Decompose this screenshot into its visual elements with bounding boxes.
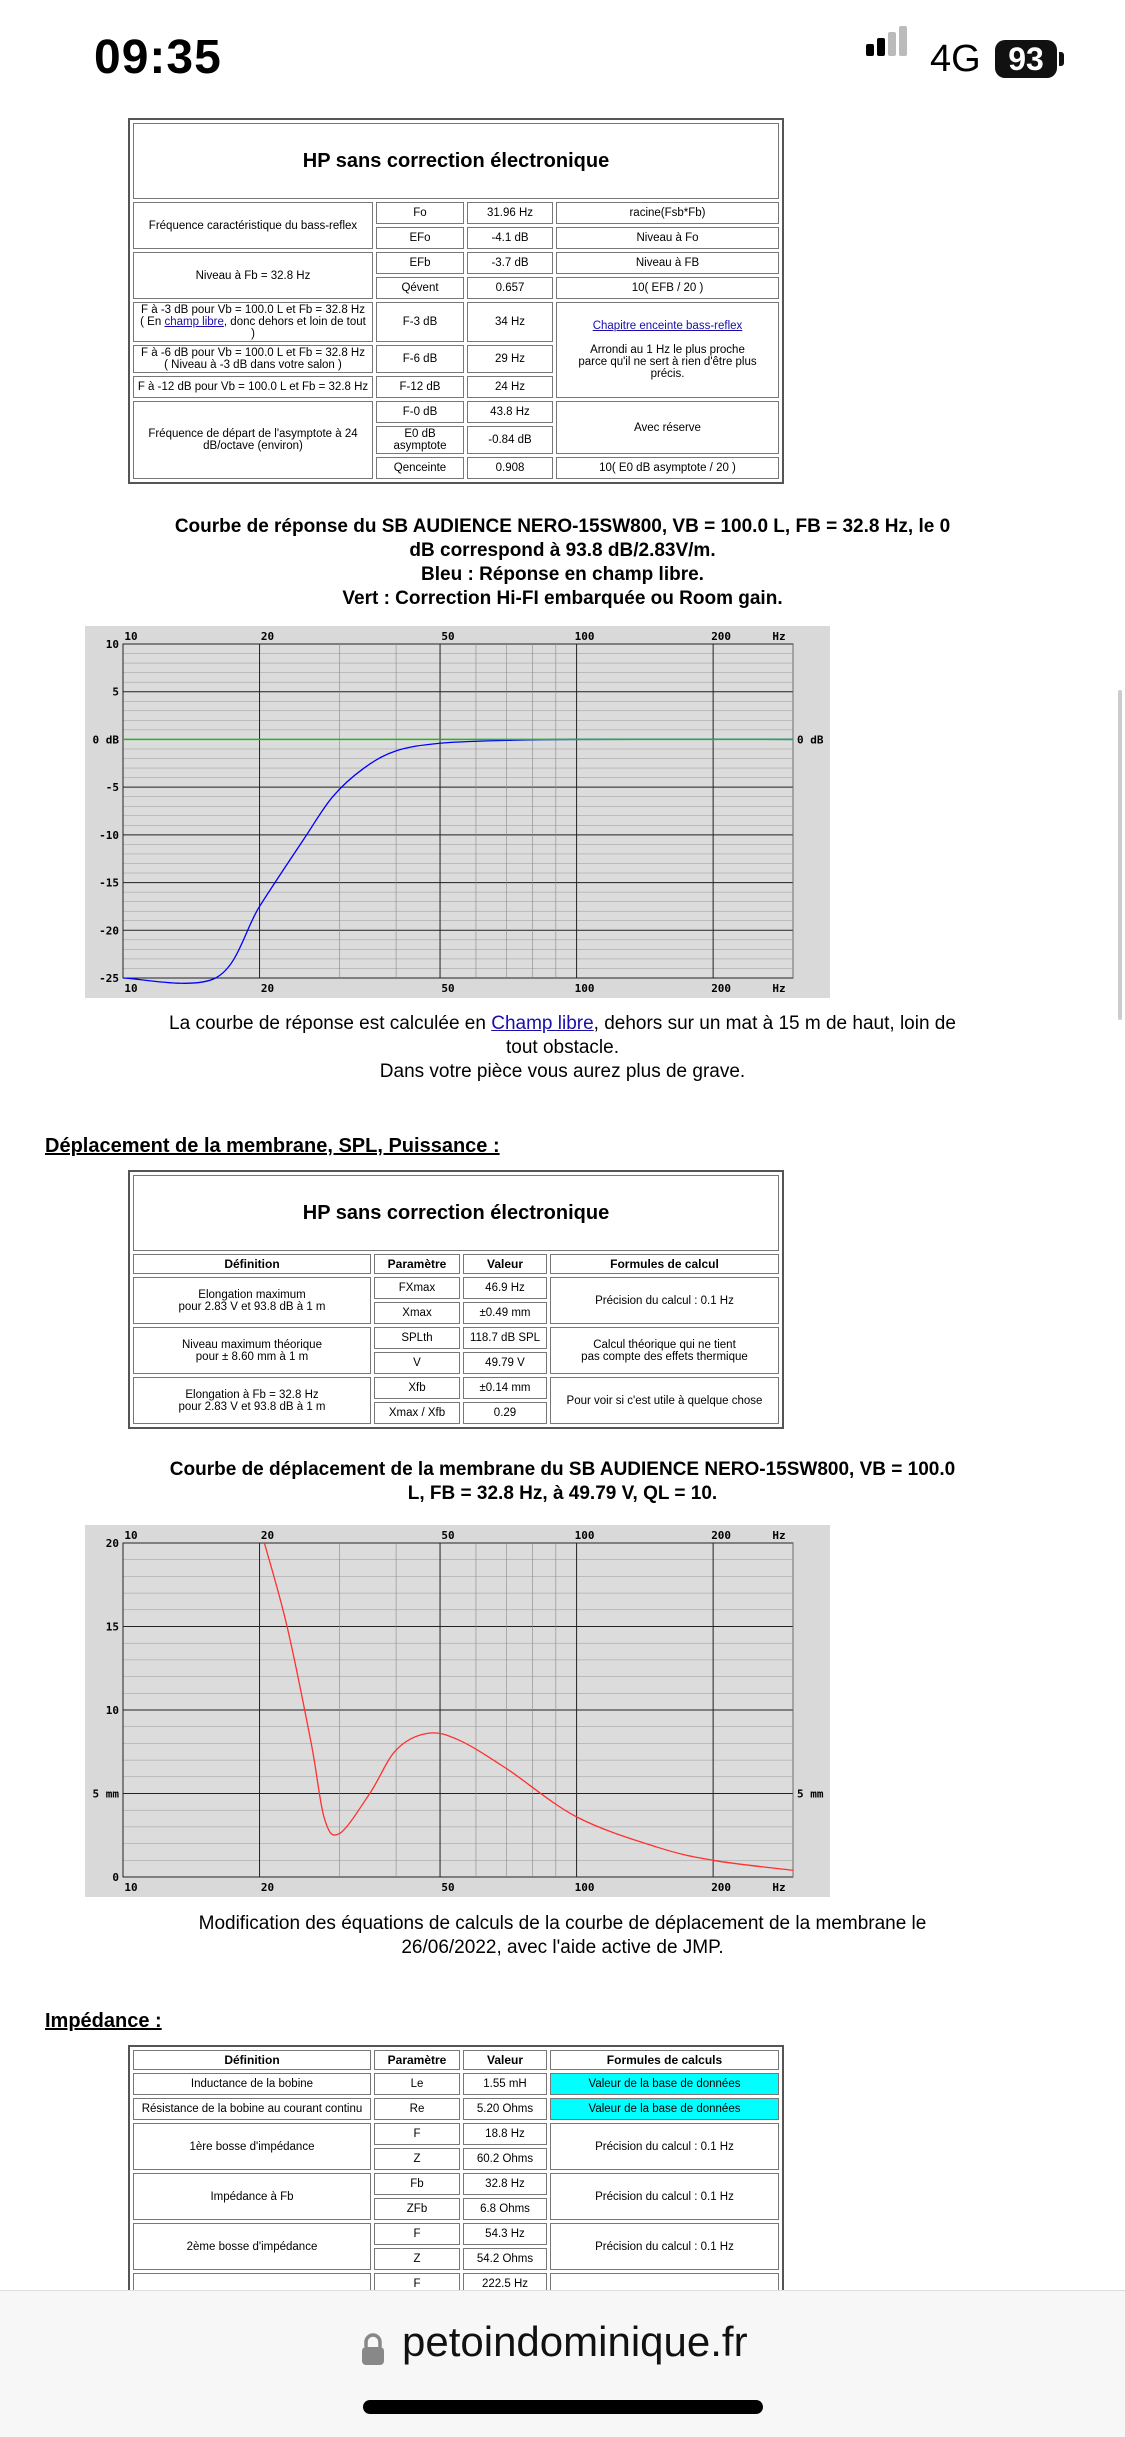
champ-libre-link[interactable]: champ libre bbox=[164, 316, 224, 328]
f12-value: 24 Hz bbox=[467, 376, 553, 398]
excursion-curve-chart bbox=[85, 1525, 830, 1897]
x-tick-label-top: 100 bbox=[574, 1529, 595, 1542]
v-value: 49.79 V bbox=[463, 1352, 547, 1374]
fo-value: 31.96 Hz bbox=[467, 202, 553, 224]
curve2-title bbox=[40, 1458, 1085, 1506]
elfb-label: Elongation à Fb = 32.8 Hz pour 2.83 V et 93.8 dB à 1 m bbox=[133, 1377, 371, 1424]
battery-icon: 93 bbox=[995, 40, 1057, 78]
ifb-label: Impédance à Fb bbox=[133, 2173, 371, 2220]
min-f-value: 222.5 Hz bbox=[463, 2273, 547, 2295]
qevent-param: Qévent bbox=[376, 277, 464, 299]
curve1-caption bbox=[40, 1012, 1085, 1084]
champ-libre-caption-link[interactable]: Champ libre bbox=[491, 1013, 594, 1034]
xfb-value: ±0.14 mm bbox=[463, 1377, 547, 1399]
section-membrane-heading: Déplacement de la membrane, SPL, Puissance : bbox=[45, 1135, 500, 1157]
x-tick-label-bottom: Hz bbox=[772, 982, 786, 995]
network-type: 4G bbox=[930, 38, 981, 80]
y-tick-label: 10 bbox=[105, 638, 119, 651]
efb-value: -3.7 dB bbox=[467, 252, 553, 274]
calc-formula: Calcul théorique qui ne tient pas compte des effets thermique bbox=[550, 1327, 779, 1374]
x-tick-label-top: Hz bbox=[772, 1529, 786, 1542]
excursion-curve-svg bbox=[85, 1525, 830, 1897]
home-indicator[interactable] bbox=[363, 2400, 763, 2414]
x-tick-label-bottom: 10 bbox=[124, 982, 138, 995]
t3-header-param: Paramètre bbox=[374, 2050, 460, 2070]
ratio-value: 0.29 bbox=[463, 1402, 547, 1424]
table-title: HP sans correction électronique bbox=[133, 123, 779, 199]
x-tick-label-top: 200 bbox=[711, 630, 732, 643]
curve2-caption-a: Modification des équations de calculs de la courbe de déplacement de la membrane le bbox=[198, 1913, 927, 1934]
x-tick-label-top: 50 bbox=[441, 630, 455, 643]
f6-value: 29 Hz bbox=[467, 345, 553, 373]
fo-param: Fo bbox=[376, 202, 464, 224]
f6-label-b: ( Niveau à -3 dB dans votre salon ) bbox=[164, 359, 342, 371]
x-tick-label-top: Hz bbox=[772, 630, 786, 643]
f6-formula-a: Arrondi au 1 Hz le plus proche bbox=[590, 344, 745, 356]
y-tick-label: 20 bbox=[105, 1537, 119, 1550]
curve1-title-l3: Bleu : Réponse en champ libre. bbox=[421, 564, 704, 585]
t2-header-def: Définition bbox=[133, 1254, 371, 1274]
impedance-table bbox=[128, 2045, 784, 2325]
membrane-table bbox=[128, 1170, 784, 1429]
f12-param: F-12 dB bbox=[376, 376, 464, 398]
t2-header-val: Valeur bbox=[463, 1254, 547, 1274]
le-label: Inductance de la bobine bbox=[133, 2073, 371, 2095]
x-tick-label-top: 100 bbox=[574, 630, 595, 643]
fxmax-param: FXmax bbox=[374, 1277, 460, 1299]
fc-label: Fréquence caractéristique du bass-reflex bbox=[133, 202, 373, 249]
plot-area bbox=[123, 644, 793, 978]
e0-value: -0.84 dB bbox=[467, 426, 553, 454]
f3-label-b2: , donc dehors et loin de tout ) bbox=[223, 316, 366, 340]
f3-label bbox=[133, 302, 373, 342]
re-label: Résistance de la bobine au courant continu bbox=[133, 2098, 371, 2120]
x-tick-label-bottom: 50 bbox=[441, 982, 455, 995]
x-tick-label-bottom: 200 bbox=[711, 982, 732, 995]
f0-param: F-0 dB bbox=[376, 401, 464, 423]
x-tick-label-bottom: 10 bbox=[124, 1881, 138, 1894]
y-tick-label: 0 bbox=[112, 1871, 119, 1884]
x-tick-label-top: 50 bbox=[441, 1529, 455, 1542]
b1-f-param: F bbox=[374, 2123, 460, 2145]
f12-label: F à -12 dB pour Vb = 100.0 L et Fb = 32.8 Hz bbox=[133, 376, 373, 398]
elong-label: Elongation maximum pour 2.83 V et 93.8 dB à 1 m bbox=[133, 1277, 371, 1324]
x-tick-label-top: 10 bbox=[124, 630, 138, 643]
x-tick-label-top: 20 bbox=[260, 1529, 275, 1542]
t3-header-formula: Formules de calculs bbox=[550, 2050, 779, 2070]
f3-label-b1: ( En bbox=[140, 316, 165, 328]
le-value: 1.55 mH bbox=[463, 2073, 547, 2095]
niv-label: Niveau à Fb = 32.8 Hz bbox=[133, 252, 373, 299]
caption-d: Dans votre pièce vous aurez plus de grave. bbox=[379, 1061, 746, 1082]
ifb-f-value: 32.8 Hz bbox=[463, 2173, 547, 2195]
x-tick-label-bottom: 100 bbox=[574, 1881, 595, 1894]
address-bar-url[interactable]: petoindominique.fr bbox=[402, 2318, 748, 2365]
qevent-value: 0.657 bbox=[467, 277, 553, 299]
y-tick-label: 10 bbox=[105, 1704, 119, 1717]
f3-formula-cell bbox=[556, 302, 779, 398]
spl-param: SPLth bbox=[374, 1327, 460, 1349]
efo-param: EFo bbox=[376, 227, 464, 249]
scrollbar[interactable] bbox=[1118, 690, 1122, 1020]
qevent-formula: 10( EFB / 20 ) bbox=[556, 277, 779, 299]
b2-f-param: F bbox=[374, 2223, 460, 2245]
curve1-title bbox=[40, 515, 1085, 611]
b2-formula: Précision du calcul : 0.1 Hz bbox=[550, 2223, 779, 2270]
y-tick-label: -10 bbox=[99, 828, 119, 842]
t2-header-formula: Formules de calcul bbox=[550, 1254, 779, 1274]
y-right-label: 0 dB bbox=[797, 733, 824, 747]
x-tick-label-bottom: 100 bbox=[574, 982, 595, 995]
section-impedance-heading: Impédance : bbox=[45, 2010, 162, 2032]
t2-header-param: Paramètre bbox=[374, 1254, 460, 1274]
x-tick-label-bottom: Hz bbox=[772, 1881, 786, 1894]
t3-header-val: Valeur bbox=[463, 2050, 547, 2070]
f3-value: 34 Hz bbox=[467, 302, 553, 342]
curve2-caption-b: 26/06/2022, avec l'aide active de JMP. bbox=[401, 1937, 724, 1958]
qenc-value: 0.908 bbox=[467, 457, 553, 479]
b1-label: 1ère bosse d'impédance bbox=[133, 2123, 371, 2170]
min-f-param: F bbox=[374, 2273, 460, 2295]
b1-z-param: Z bbox=[374, 2148, 460, 2170]
fo-formula: racine(Fsb*Fb) bbox=[556, 202, 779, 224]
qenc-formula: 10( E0 dB asymptote / 20 ) bbox=[556, 457, 779, 479]
v-param: V bbox=[374, 1352, 460, 1374]
f3-param: F-3 dB bbox=[376, 302, 464, 342]
x-tick-label-bottom: 20 bbox=[260, 1881, 275, 1894]
b1-f-value: 18.8 Hz bbox=[463, 2123, 547, 2145]
efo-value: -4.1 dB bbox=[467, 227, 553, 249]
f6-param: F-6 dB bbox=[376, 345, 464, 373]
b1-formula: Précision du calcul : 0.1 Hz bbox=[550, 2123, 779, 2170]
battery-tip bbox=[1059, 52, 1064, 66]
driver-params-table bbox=[128, 118, 784, 484]
f6-label-a: F à -6 dB pour Vb = 100.0 L et Fb = 32.8 Hz bbox=[141, 347, 365, 359]
le-formula: Valeur de la base de données bbox=[550, 2073, 779, 2095]
curve1-title-l4: Vert : Correction Hi-FI embarquée ou Room gain. bbox=[342, 588, 783, 609]
f6-formula-b: parce qu'il ne sert à rien d'être plus précis. bbox=[578, 356, 757, 380]
caption-b: , dehors sur un mat à 15 m de haut, loin de bbox=[593, 1013, 956, 1034]
caption-c: tout obstacle. bbox=[505, 1037, 620, 1058]
b1-z-value: 60.2 Ohms bbox=[463, 2148, 547, 2170]
e0-param: E0 dB asymptote bbox=[376, 426, 464, 454]
y-tick-label: -25 bbox=[99, 972, 119, 985]
lock-icon bbox=[360, 2333, 386, 2367]
pour-voir-formula: Pour voir si c'est utile à quelque chose bbox=[550, 1377, 779, 1424]
x-tick-label-top: 10 bbox=[124, 1529, 138, 1542]
y-tick-label: 15 bbox=[105, 1620, 119, 1634]
asym-formula: Avec réserve bbox=[556, 401, 779, 454]
spl-value: 118.7 dB SPL bbox=[463, 1327, 547, 1349]
ifb-formula: Précision du calcul : 0.1 Hz bbox=[550, 2173, 779, 2220]
curve2-title-l2: L, FB = 32.8 Hz, à 49.79 V, QL = 10. bbox=[407, 1483, 718, 1504]
y-tick-label: 5 bbox=[112, 685, 119, 699]
niv-max-label: Niveau maximum théorique pour ± 8.60 mm à 1 m bbox=[133, 1327, 371, 1374]
efo-formula: Niveau à Fo bbox=[556, 227, 779, 249]
x-tick-label-bottom: 20 bbox=[260, 982, 275, 995]
b2-z-value: 54.2 Ohms bbox=[463, 2248, 547, 2270]
fxmax-value: 46.9 Hz bbox=[463, 1277, 547, 1299]
y-right-label: 5 mm bbox=[797, 1787, 824, 1801]
f3-label-a: F à -3 dB pour Vb = 100.0 L et Fb = 32.8 Hz bbox=[141, 304, 365, 316]
curve1-title-l1: Courbe de réponse du SB AUDIENCE NERO-15SW800, VB = 100.0 L, FB = 32.8 Hz, le 0 bbox=[174, 516, 951, 537]
x-tick-label-bottom: 200 bbox=[711, 1881, 732, 1894]
qenc-param: Qenceinte bbox=[376, 457, 464, 479]
ratio-param: Xmax / Xfb bbox=[374, 1402, 460, 1424]
y-tick-label: 5 mm bbox=[92, 1787, 119, 1801]
y-tick-label: -5 bbox=[105, 781, 119, 795]
prec1-formula: Précision du calcul : 0.1 Hz bbox=[550, 1277, 779, 1324]
re-param: Re bbox=[374, 2098, 460, 2120]
xfb-param: Xfb bbox=[374, 1377, 460, 1399]
asym-label: Fréquence de départ de l'asymptote à 24 dB/octave (environ) bbox=[133, 401, 373, 479]
f0-value: 43.8 Hz bbox=[467, 401, 553, 423]
y-tick-label: -20 bbox=[99, 924, 119, 938]
b2-label: 2ème bosse d'impédance bbox=[133, 2223, 371, 2270]
re-value: 5.20 Ohms bbox=[463, 2098, 547, 2120]
caption-a: La courbe de réponse est calculée en bbox=[169, 1013, 492, 1034]
ifb-f-param: Fb bbox=[374, 2173, 460, 2195]
table2-title: HP sans correction électronique bbox=[133, 1175, 779, 1251]
response-curve-chart bbox=[85, 626, 830, 998]
efb-formula: Niveau à FB bbox=[556, 252, 779, 274]
status-time: 09:35 bbox=[94, 31, 222, 84]
f6-label bbox=[133, 345, 373, 373]
response-curve-svg bbox=[85, 626, 830, 998]
xmax-param: Xmax bbox=[374, 1302, 460, 1324]
y-tick-label: -15 bbox=[99, 876, 119, 890]
xmax-value: ±0.49 mm bbox=[463, 1302, 547, 1324]
x-tick-label-top: 200 bbox=[711, 1529, 732, 1542]
curve2-title-l1: Courbe de déplacement de la membrane du SB AUDIENCE NERO-15SW800, VB = 100.0 bbox=[169, 1459, 956, 1480]
curve2-caption bbox=[40, 1912, 1085, 1960]
re-formula: Valeur de la base de données bbox=[550, 2098, 779, 2120]
t3-header-def: Définition bbox=[133, 2050, 371, 2070]
x-tick-label-top: 20 bbox=[260, 630, 275, 643]
curve1-title-l2: dB correspond à 93.8 dB/2.83V/m. bbox=[409, 540, 716, 561]
b2-f-value: 54.3 Hz bbox=[463, 2223, 547, 2245]
ifb-z-param: ZFb bbox=[374, 2198, 460, 2220]
b2-z-param: Z bbox=[374, 2248, 460, 2270]
y-tick-label: 0 dB bbox=[92, 733, 119, 747]
efb-param: EFb bbox=[376, 252, 464, 274]
le-param: Le bbox=[374, 2073, 460, 2095]
ifb-z-value: 6.8 Ohms bbox=[463, 2198, 547, 2220]
x-tick-label-bottom: 50 bbox=[441, 1881, 455, 1894]
bass-reflex-chapter-link[interactable]: Chapitre enceinte bass-reflex bbox=[592, 320, 743, 332]
